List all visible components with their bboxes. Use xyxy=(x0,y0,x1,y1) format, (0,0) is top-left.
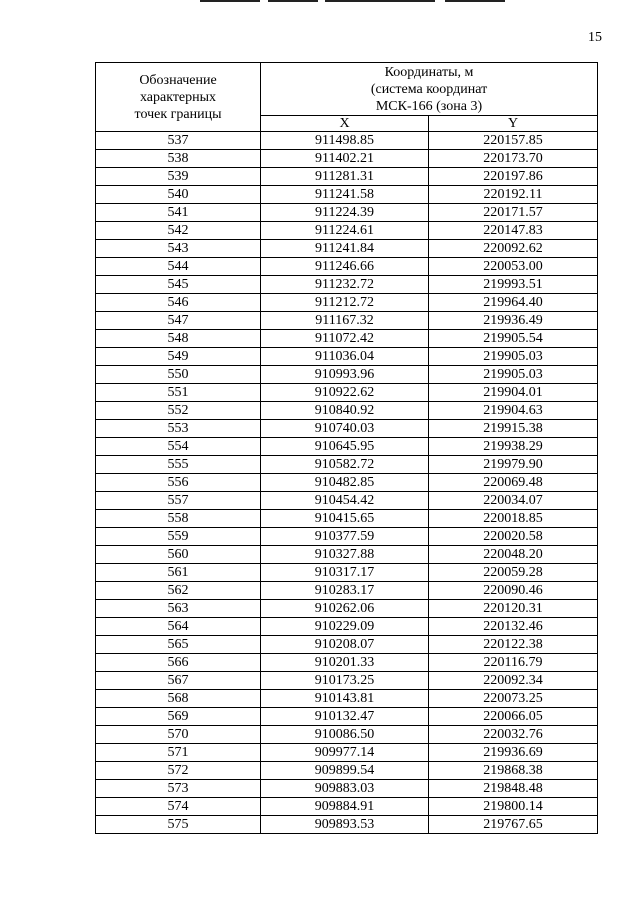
point-number-cell: 548 xyxy=(96,330,261,348)
point-number-cell: 566 xyxy=(96,654,261,672)
point-number-cell: 573 xyxy=(96,780,261,798)
point-number-cell: 575 xyxy=(96,816,261,834)
table-row xyxy=(96,420,598,438)
table-row xyxy=(96,204,598,222)
y-coordinate-cell: 220173.70 xyxy=(429,150,598,168)
y-coordinate-cell: 220122.38 xyxy=(429,636,598,654)
table-row xyxy=(96,636,598,654)
table-row xyxy=(96,798,598,816)
y-coordinate-cell: 220171.57 xyxy=(429,204,598,222)
y-coordinate-cell: 220147.83 xyxy=(429,222,598,240)
x-coordinate-cell: 910415.65 xyxy=(261,510,429,528)
x-coordinate-cell: 909884.91 xyxy=(261,798,429,816)
table-row xyxy=(96,312,598,330)
point-number-cell: 560 xyxy=(96,546,261,564)
table-row xyxy=(96,528,598,546)
point-number-cell: 551 xyxy=(96,384,261,402)
x-coordinate-cell: 910377.59 xyxy=(261,528,429,546)
table-row xyxy=(96,672,598,690)
point-number-cell: 563 xyxy=(96,600,261,618)
point-number-cell: 570 xyxy=(96,726,261,744)
point-number-cell: 552 xyxy=(96,402,261,420)
point-number-cell: 559 xyxy=(96,528,261,546)
y-coordinate-cell: 220059.28 xyxy=(429,564,598,582)
x-coordinate-cell: 910317.17 xyxy=(261,564,429,582)
point-number-cell: 553 xyxy=(96,420,261,438)
y-coordinate-cell: 220090.46 xyxy=(429,582,598,600)
x-coordinate-cell: 910482.85 xyxy=(261,474,429,492)
point-number-cell: 549 xyxy=(96,348,261,366)
x-coordinate-cell: 910208.07 xyxy=(261,636,429,654)
y-coordinate-cell: 219979.90 xyxy=(429,456,598,474)
table-row xyxy=(96,186,598,204)
header-line: (система координат xyxy=(370,81,488,97)
point-number-cell: 567 xyxy=(96,672,261,690)
x-coordinate-cell: 910173.25 xyxy=(261,672,429,690)
x-coordinate-cell: 910922.62 xyxy=(261,384,429,402)
table-row xyxy=(96,726,598,744)
y-column-header: Y xyxy=(429,116,598,132)
y-coordinate-cell: 219964.40 xyxy=(429,294,598,312)
x-coordinate-cell: 911498.85 xyxy=(261,132,429,150)
x-coordinate-cell: 911281.31 xyxy=(261,168,429,186)
y-coordinate-cell: 220132.46 xyxy=(429,618,598,636)
point-number-cell: 540 xyxy=(96,186,261,204)
table-row xyxy=(96,168,598,186)
point-number-cell: 547 xyxy=(96,312,261,330)
x-coordinate-cell: 909977.14 xyxy=(261,744,429,762)
y-coordinate-cell: 220092.34 xyxy=(429,672,598,690)
point-number-cell: 543 xyxy=(96,240,261,258)
y-coordinate-cell: 219936.49 xyxy=(429,312,598,330)
point-number-cell: 558 xyxy=(96,510,261,528)
table-row xyxy=(96,744,598,762)
table-row xyxy=(96,330,598,348)
table-row xyxy=(96,366,598,384)
x-coordinate-cell: 909893.53 xyxy=(261,816,429,834)
point-number-cell: 571 xyxy=(96,744,261,762)
x-coordinate-cell: 909883.03 xyxy=(261,780,429,798)
point-number-cell: 554 xyxy=(96,438,261,456)
y-coordinate-cell: 219904.63 xyxy=(429,402,598,420)
x-coordinate-cell: 910840.92 xyxy=(261,402,429,420)
table-row xyxy=(96,618,598,636)
point-number-cell: 538 xyxy=(96,150,261,168)
point-number-cell: 545 xyxy=(96,276,261,294)
table-row xyxy=(96,816,598,834)
x-coordinate-cell: 911224.61 xyxy=(261,222,429,240)
y-coordinate-cell: 220032.76 xyxy=(429,726,598,744)
x-coordinate-cell: 911224.39 xyxy=(261,204,429,222)
y-coordinate-cell: 220018.85 xyxy=(429,510,598,528)
point-number-cell: 542 xyxy=(96,222,261,240)
table-row xyxy=(96,384,598,402)
x-coordinate-cell: 911241.58 xyxy=(261,186,429,204)
table-row xyxy=(96,402,598,420)
y-coordinate-cell: 219905.03 xyxy=(429,366,598,384)
point-number-cell: 539 xyxy=(96,168,261,186)
x-coordinate-cell: 911241.84 xyxy=(261,240,429,258)
x-coordinate-cell: 911402.21 xyxy=(261,150,429,168)
y-coordinate-cell: 219800.14 xyxy=(429,798,598,816)
table-row xyxy=(96,258,598,276)
x-coordinate-cell: 910582.72 xyxy=(261,456,429,474)
x-coordinate-cell: 911036.04 xyxy=(261,348,429,366)
coordinates-header xyxy=(261,63,598,116)
x-coordinate-cell: 910454.42 xyxy=(261,492,429,510)
y-coordinate-cell: 220053.00 xyxy=(429,258,598,276)
header-line: Обозначение xyxy=(139,72,217,88)
point-number-cell: 546 xyxy=(96,294,261,312)
y-coordinate-cell: 219904.01 xyxy=(429,384,598,402)
header-line: точек границы xyxy=(134,106,222,122)
table-row xyxy=(96,492,598,510)
x-coordinate-cell: 911232.72 xyxy=(261,276,429,294)
x-coordinate-cell: 910283.17 xyxy=(261,582,429,600)
x-coordinate-cell: 911212.72 xyxy=(261,294,429,312)
y-coordinate-cell: 220034.07 xyxy=(429,492,598,510)
y-coordinate-cell: 220020.58 xyxy=(429,528,598,546)
table-row xyxy=(96,348,598,366)
point-number-cell: 550 xyxy=(96,366,261,384)
x-coordinate-cell: 910201.33 xyxy=(261,654,429,672)
y-coordinate-cell: 219905.54 xyxy=(429,330,598,348)
top-edge-line xyxy=(325,0,435,2)
y-coordinate-cell: 220197.86 xyxy=(429,168,598,186)
point-number-cell: 557 xyxy=(96,492,261,510)
y-coordinate-cell: 220192.11 xyxy=(429,186,598,204)
y-coordinate-cell: 220116.79 xyxy=(429,654,598,672)
table-row xyxy=(96,654,598,672)
x-coordinate-cell: 911167.32 xyxy=(261,312,429,330)
point-number-cell: 556 xyxy=(96,474,261,492)
point-number-cell: 574 xyxy=(96,798,261,816)
y-coordinate-cell: 220120.31 xyxy=(429,600,598,618)
table-row xyxy=(96,150,598,168)
table-row xyxy=(96,708,598,726)
header-line: МСК-166 (зона 3) xyxy=(375,98,483,114)
table-row xyxy=(96,276,598,294)
table-row xyxy=(96,438,598,456)
point-number-cell: 561 xyxy=(96,564,261,582)
y-coordinate-cell: 220092.62 xyxy=(429,240,598,258)
table-row xyxy=(96,600,598,618)
table-row xyxy=(96,690,598,708)
table-row xyxy=(96,294,598,312)
y-coordinate-cell: 220048.20 xyxy=(429,546,598,564)
y-coordinate-cell: 219848.48 xyxy=(429,780,598,798)
table-row xyxy=(96,456,598,474)
top-edge-line xyxy=(200,0,260,2)
point-number-cell: 568 xyxy=(96,690,261,708)
x-coordinate-cell: 911246.66 xyxy=(261,258,429,276)
header-line: характерных xyxy=(139,89,217,105)
table-row xyxy=(96,474,598,492)
y-coordinate-cell: 219993.51 xyxy=(429,276,598,294)
table-row xyxy=(96,762,598,780)
point-number-cell: 564 xyxy=(96,618,261,636)
point-number-cell: 544 xyxy=(96,258,261,276)
x-coordinate-cell: 911072.42 xyxy=(261,330,429,348)
table-row xyxy=(96,240,598,258)
x-coordinate-cell: 910327.88 xyxy=(261,546,429,564)
table-row xyxy=(96,582,598,600)
table-row xyxy=(96,222,598,240)
point-designation-header xyxy=(96,63,261,132)
x-coordinate-cell: 910143.81 xyxy=(261,690,429,708)
x-coordinate-cell: 910993.96 xyxy=(261,366,429,384)
y-coordinate-cell: 220066.05 xyxy=(429,708,598,726)
table-row xyxy=(96,132,598,150)
y-coordinate-cell: 219938.29 xyxy=(429,438,598,456)
table-row xyxy=(96,780,598,798)
x-coordinate-cell: 910132.47 xyxy=(261,708,429,726)
page-number: 15 xyxy=(588,30,602,45)
coordinates-table xyxy=(95,62,598,834)
point-number-cell: 565 xyxy=(96,636,261,654)
y-coordinate-cell: 219936.69 xyxy=(429,744,598,762)
table-row xyxy=(96,510,598,528)
point-number-cell: 572 xyxy=(96,762,261,780)
table-row xyxy=(96,546,598,564)
header-line: Координаты, м xyxy=(384,64,474,80)
x-coordinate-cell: 909899.54 xyxy=(261,762,429,780)
table-row xyxy=(96,564,598,582)
point-number-cell: 562 xyxy=(96,582,261,600)
top-edge-line xyxy=(268,0,318,2)
x-coordinate-cell: 910229.09 xyxy=(261,618,429,636)
x-coordinate-cell: 910740.03 xyxy=(261,420,429,438)
y-coordinate-cell: 220069.48 xyxy=(429,474,598,492)
x-coordinate-cell: 910645.95 xyxy=(261,438,429,456)
x-coordinate-cell: 910086.50 xyxy=(261,726,429,744)
point-number-cell: 569 xyxy=(96,708,261,726)
y-coordinate-cell: 220157.85 xyxy=(429,132,598,150)
y-coordinate-cell: 219905.03 xyxy=(429,348,598,366)
top-edge-line xyxy=(445,0,505,2)
point-number-cell: 541 xyxy=(96,204,261,222)
point-number-cell: 555 xyxy=(96,456,261,474)
x-coordinate-cell: 910262.06 xyxy=(261,600,429,618)
y-coordinate-cell: 219915.38 xyxy=(429,420,598,438)
y-coordinate-cell: 220073.25 xyxy=(429,690,598,708)
y-coordinate-cell: 219868.38 xyxy=(429,762,598,780)
x-column-header: X xyxy=(261,116,429,132)
point-number-cell: 537 xyxy=(96,132,261,150)
y-coordinate-cell: 219767.65 xyxy=(429,816,598,834)
